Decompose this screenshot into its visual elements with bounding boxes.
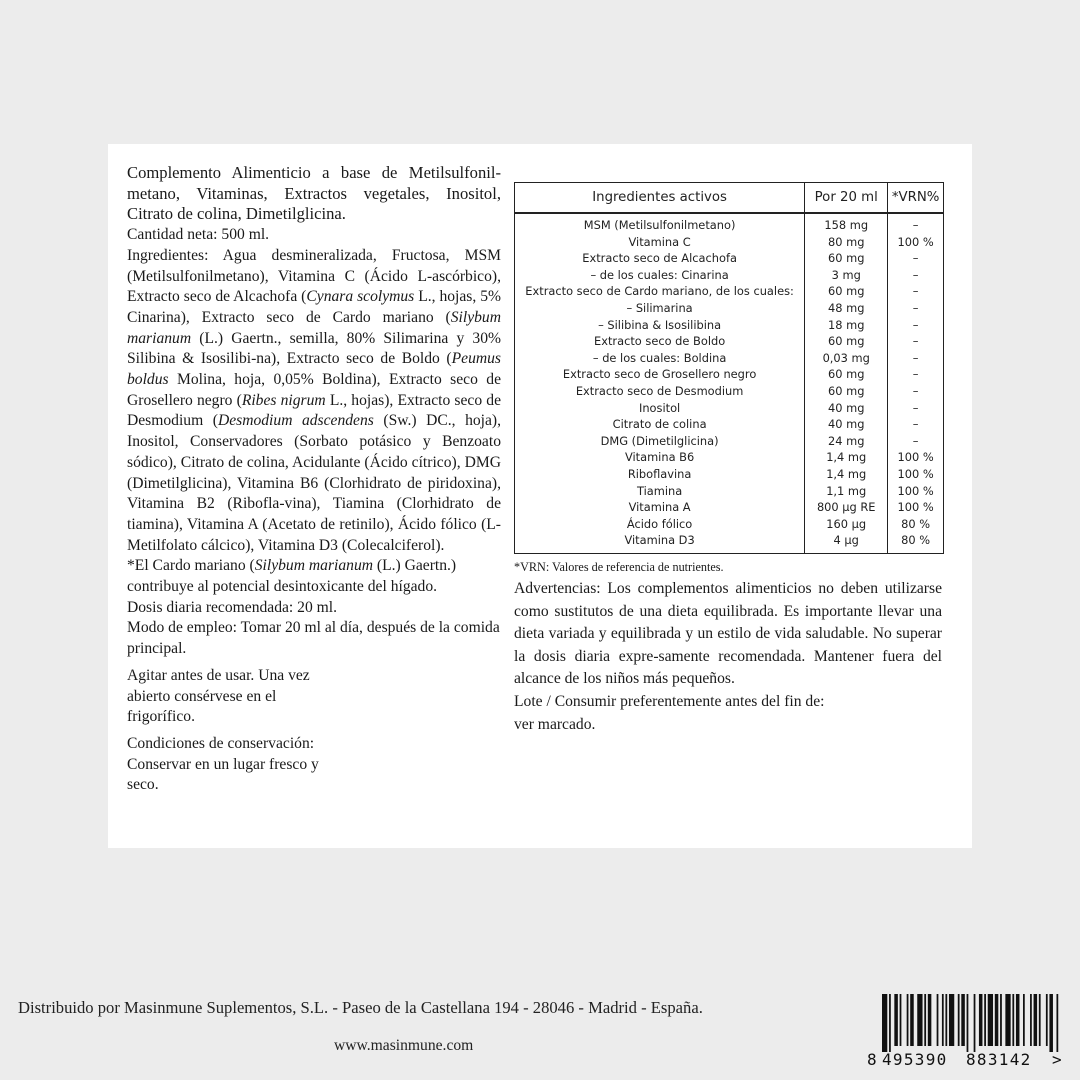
table-row — [515, 483, 944, 500]
table-row — [515, 466, 944, 483]
barcode-bars — [882, 994, 1060, 1052]
species-desmodium: Desmodium adscendens — [217, 412, 374, 430]
table-row — [515, 516, 944, 533]
barcode-bar — [900, 994, 902, 1046]
vrn-footnote: *VRN: Valores de referencia de nutrientes. — [514, 560, 724, 574]
barcode-bar — [1000, 994, 1002, 1046]
table-row — [515, 317, 944, 334]
claim-text: *El Cardo mariano (Silybum marianum (L.) Gaertn.) contribuye al potencial desintoxicante del hígado. — [127, 557, 457, 596]
barcode-bar — [1012, 994, 1014, 1046]
species-silybum-claim: Silybum marianum — [254, 557, 373, 575]
ingredient-cell: Vitamina A — [515, 499, 805, 516]
vrn-cell: – — [888, 383, 944, 400]
vrn-cell: – — [888, 213, 944, 234]
ingredient-cell: – de los cuales: Boldina — [515, 350, 805, 367]
barcode-digits-right: 883142 — [966, 1050, 1032, 1069]
table-row — [515, 333, 944, 350]
table-row — [515, 383, 944, 400]
product-description: Complemento Alimenticio a base de Metilsulfonil-metano, Vitaminas, Extractos vegetales, Inositol, Citrato de colina, Dimetilglicina. — [127, 163, 501, 224]
vrn-cell: – — [888, 366, 944, 383]
table-row — [515, 350, 944, 367]
table-header-row — [515, 183, 944, 214]
header-ingredients: Ingredientes activos — [515, 183, 805, 214]
vrn-cell: – — [888, 416, 944, 433]
amount-cell: 60 mg — [805, 366, 888, 383]
distributor-line: Distribuido por Masinmune Suplementos, S.L. - Paseo de la Castellana 194 - 28046 - Madrid - España. — [18, 998, 703, 1017]
vrn-cell: – — [888, 350, 944, 367]
amount-cell: 3 mg — [805, 267, 888, 284]
vrn-cell: 100 % — [888, 449, 944, 466]
ingredient-cell: Tiamina — [515, 483, 805, 500]
species-peumus: Peumus boldus — [127, 350, 501, 389]
ingredient-cell: Extracto seco de Alcachofa — [515, 250, 805, 267]
barcode-bar — [974, 994, 976, 1052]
barcode-bar — [917, 994, 922, 1046]
barcode-digits-left: 495390 — [882, 1050, 948, 1069]
table-row — [515, 449, 944, 466]
lot-value: ver marcado. — [514, 715, 596, 733]
species-cynara: Cynara scolymus — [306, 288, 415, 306]
barcode-bar — [1034, 994, 1038, 1046]
right-column — [514, 558, 942, 736]
vrn-cell: – — [888, 433, 944, 450]
warnings-text: Advertencias: Los complementos alimenticios no deben utilizarse como sustitutos de una dieta equilibrada. Es importante llevar una dieta variada y equilibrada y un estilo de vida saludable. No superar la dosis diaria expre-samente recomendada. Mantener fuera del alcance de los niños más pequeños. — [514, 580, 942, 688]
website-link[interactable]: www.masinmune.com — [334, 1037, 474, 1054]
vrn-cell: 100 % — [888, 499, 944, 516]
ingredient-cell: – Silibina & Isosilibina — [515, 317, 805, 334]
ingredient-cell: DMG (Dimetilglicina) — [515, 433, 805, 450]
amount-cell: 40 mg — [805, 400, 888, 417]
amount-cell: 1,4 mg — [805, 449, 888, 466]
ingredient-cell: Riboflavina — [515, 466, 805, 483]
ingredient-cell: – de los cuales: Cinarina — [515, 267, 805, 284]
vrn-cell: – — [888, 317, 944, 334]
amount-cell: 48 mg — [805, 300, 888, 317]
barcode-bar — [984, 994, 986, 1046]
barcode-digit-first: 8 — [867, 1050, 878, 1069]
table-row — [515, 416, 944, 433]
amount-cell: 80 mg — [805, 234, 888, 251]
table-row — [515, 250, 944, 267]
barcode-bar — [937, 994, 939, 1046]
ingredient-cell: Vitamina C — [515, 234, 805, 251]
table-row — [515, 300, 944, 317]
barcode-bar — [924, 994, 926, 1046]
amount-cell: 160 µg — [805, 516, 888, 533]
table-row — [515, 532, 944, 553]
barcode-bar — [882, 994, 887, 1052]
net-quantity: Cantidad neta: 500 ml. — [127, 226, 270, 244]
left-column — [127, 163, 501, 796]
barcode-bar — [910, 994, 914, 1046]
barcode-bar — [958, 994, 960, 1046]
barcode-bar — [949, 994, 954, 1046]
amount-cell: 60 mg — [805, 250, 888, 267]
barcode-bar — [907, 994, 909, 1046]
barcode-bar — [995, 994, 999, 1046]
vrn-cell: 100 % — [888, 466, 944, 483]
vrn-cell: – — [888, 300, 944, 317]
lot-label: Lote / Consumir preferentemente antes del fin de: — [514, 692, 825, 710]
ingredient-cell: Vitamina B6 — [515, 449, 805, 466]
vrn-cell: – — [888, 400, 944, 417]
header-per-dose: Por 20 ml — [805, 183, 888, 214]
vrn-cell: 100 % — [888, 234, 944, 251]
barcode-arrow: > — [1052, 1050, 1063, 1069]
amount-cell: 18 mg — [805, 317, 888, 334]
vrn-cell: – — [888, 250, 944, 267]
amount-cell: 4 µg — [805, 532, 888, 553]
table-row — [515, 234, 944, 251]
amount-cell: 0,03 mg — [805, 350, 888, 367]
table-row — [515, 499, 944, 516]
barcode-bar — [1005, 994, 1010, 1046]
amount-cell: 24 mg — [805, 433, 888, 450]
table-row — [515, 283, 944, 300]
table-row — [515, 433, 944, 450]
barcode-bar — [979, 994, 983, 1046]
ingredient-cell: Inositol — [515, 400, 805, 417]
barcode-bar — [1016, 994, 1020, 1046]
barcode-bar — [928, 994, 932, 1046]
amount-cell: 60 mg — [805, 283, 888, 300]
vrn-cell: 80 % — [888, 516, 944, 533]
barcode-bar — [967, 994, 969, 1052]
amount-cell: 60 mg — [805, 383, 888, 400]
shake-instructions: Agitar antes de usar. Una vez abierto consérvese en el frigorífico. — [127, 666, 310, 726]
ingredient-cell: Extracto seco de Boldo — [515, 333, 805, 350]
label-panel — [108, 144, 972, 848]
barcode-bar — [1049, 994, 1053, 1052]
ingredient-cell: Extracto seco de Grosellero negro — [515, 366, 805, 383]
vrn-cell: 80 % — [888, 532, 944, 553]
barcode-bar — [942, 994, 944, 1046]
ingredient-cell: Citrato de colina — [515, 416, 805, 433]
amount-cell: 158 mg — [805, 213, 888, 234]
nutrition-table — [514, 182, 944, 554]
amount-cell: 1,4 mg — [805, 466, 888, 483]
amount-cell: 40 mg — [805, 416, 888, 433]
barcode-bar — [961, 994, 965, 1046]
vrn-cell: – — [888, 333, 944, 350]
ingredient-cell: Ácido fólico — [515, 516, 805, 533]
ingredient-cell: Extracto seco de Desmodium — [515, 383, 805, 400]
ingredient-cell: Vitamina D3 — [515, 532, 805, 553]
amount-cell: 60 mg — [805, 333, 888, 350]
table-row — [515, 213, 944, 234]
barcode-bar — [1030, 994, 1032, 1046]
ingredient-cell: – Silimarina — [515, 300, 805, 317]
barcode-bar — [1039, 994, 1041, 1046]
ingredient-cell: Extracto seco de Cardo mariano, de los cuales: — [515, 283, 805, 300]
barcode-bar — [894, 994, 898, 1046]
vrn-cell: – — [888, 267, 944, 284]
amount-cell: 1,1 mg — [805, 483, 888, 500]
barcode-bar — [1023, 994, 1025, 1046]
daily-dose: Dosis diaria recomendada: 20 ml. — [127, 598, 338, 616]
ingredients-list: Ingredientes: Agua desmineralizada, Fructosa, MSM (Metilsulfonilmetano), Vitamina C (Ácido L-ascórbico), Extracto seco de Alcachofa (Cynara scolymus L., hojas, 5% Cinarina), Extracto seco de Cardo mariano (Silybum marianum (L.) Gaertn., semilla, 80% Silimarina y 30% Silibina & Isosilibi-na), Extracto seco de Boldo (Peumus boldus Molina, hoja, 0,05% Boldina), Extracto seco de Grosellero negro (Ribes nigrum L., hojas), Extracto seco de Desmodium (Desmodium adscendens (Sw.) DC., hoja), Inositol, Conservadores (Sorbato potásico y Benzoato sódico), Citrato de colina, Acidulante (Ácido cítrico), DMG (Dimetilglicina), Vitamina B6 (Clorhidrato de piridoxina), Vitamina B2 (Ribofla-vina), Tiamina (Clorhidrato de tiamina), Vitamina A (Acetato de retinilo), Ácido fólico (L-Metilfolato cálcico), Vitamina D3 (Colecalciferol). — [127, 246, 502, 554]
barcode-bar — [1046, 994, 1048, 1046]
ingredient-cell: MSM (Metilsulfonilmetano) — [515, 213, 805, 234]
species-ribes: Ribes nigrum — [241, 391, 326, 409]
storage-conditions: Condiciones de conservación: Conservar en un lugar fresco y seco. — [127, 734, 319, 794]
amount-cell: 800 µg RE — [805, 499, 888, 516]
header-vrn: *VRN% — [888, 183, 944, 214]
barcode-bar — [988, 994, 993, 1046]
vrn-cell: – — [888, 283, 944, 300]
barcode-bar — [945, 994, 947, 1046]
species-silybum: Silybum marianum — [127, 308, 501, 347]
table-row — [515, 267, 944, 284]
barcode — [867, 990, 1072, 1074]
table-row — [515, 400, 944, 417]
usage-instructions: Modo de empleo: Tomar 20 ml al día, después de la comida principal. — [127, 619, 500, 658]
vrn-cell: 100 % — [888, 483, 944, 500]
table-row — [515, 366, 944, 383]
barcode-bar — [1056, 994, 1058, 1052]
barcode-bar — [889, 994, 891, 1052]
